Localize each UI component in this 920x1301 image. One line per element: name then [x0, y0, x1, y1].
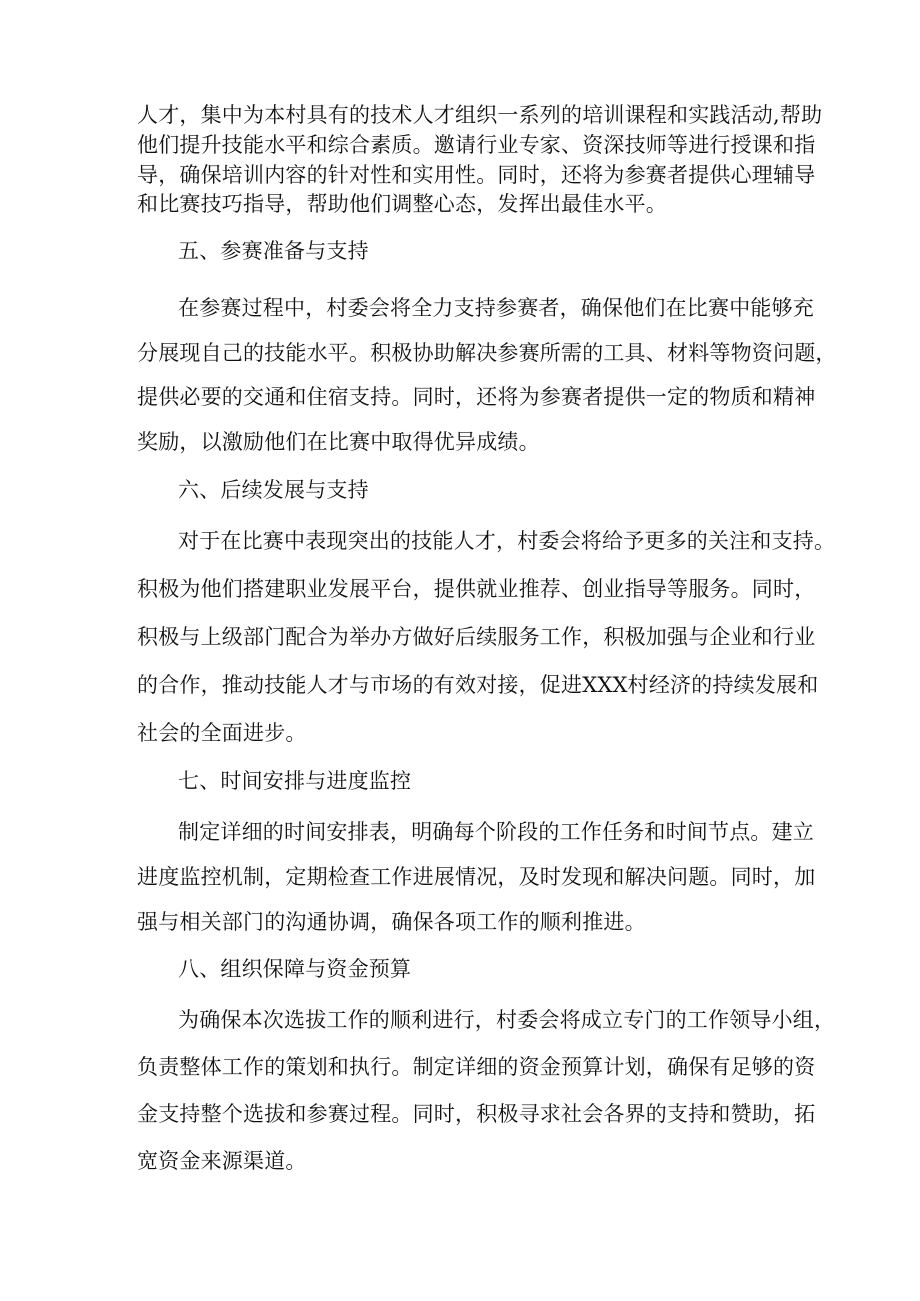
section-6-line-1: 对于在比赛中表现突出的技能人才，村委会将给予更多的关注和支持。 [178, 529, 836, 553]
section-8-heading: 八、组织保障与资金预算 [178, 957, 412, 981]
intro-line-3: 导，确保培训内容的针对性和实用性。同时，还将为参赛者提供心理辅导 [137, 163, 816, 187]
section-6-line-3: 积极与上级部门配合为举办方做好后续服务工作，积极加强与企业和行业 [137, 625, 816, 649]
section-7-heading: 七、时间安排与进度监控 [178, 769, 412, 793]
intro-line-4: 和比赛技巧指导，帮助他们调整心态，发挥出最佳水平。 [137, 192, 667, 216]
section-8-line-3: 金支持整个选拔和参赛过程。同时，积极寻求社会各界的支持和赞助，拓 [137, 1102, 816, 1126]
section-6-line-5: 社会的全面进步。 [137, 721, 307, 745]
section-6-heading: 六、后续发展与支持 [178, 478, 369, 502]
section-6-line-2: 积极为他们搭建职业发展平台，提供就业推荐、创业指导等服务。同时， [137, 577, 816, 601]
section-5-line-3: 提供必要的交通和住宿支持。同时，还将为参赛者提供一定的物质和精神 [137, 385, 816, 409]
section-5-heading: 五、参赛准备与支持 [178, 239, 369, 263]
section-7-line-1: 制定详细的时间安排表，明确每个阶段的工作任务和时间节点。建立 [178, 820, 814, 844]
section-8-line-2: 负责整体工作的策划和执行。制定详细的资金预算计划，确保有足够的资 [137, 1055, 816, 1079]
section-6-line-4: 的合作，推动技能人才与市场的有效对接，促进XXX村经济的持续发展和 [137, 673, 819, 697]
section-8-line-4: 宽资金来源渠道。 [137, 1149, 307, 1173]
section-5-line-4: 奖励，以激励他们在比赛中取得优异成绩。 [137, 430, 540, 454]
section-7-line-2: 进度监控机制，定期检查工作进展情况，及时发现和解决问题。同时，加 [137, 865, 816, 889]
section-5-line-2: 分展现自己的技能水平。积极协助解决参赛所需的工具、材料等物资问题， [137, 341, 837, 365]
section-7-line-3: 强与相关部门的沟通协调，确保各项工作的顺利推进。 [137, 910, 646, 934]
intro-line-1: 人才，集中为本村具有的技术人才组织一系列的培训课程和实践活动,帮助 [137, 103, 823, 127]
section-8-line-1: 为确保本次选拔工作的顺利进行，村委会将成立专门的工作领导小组， [178, 1008, 836, 1032]
section-5-line-1: 在参赛过程中，村委会将全力支持参赛者，确保他们在比赛中能够充 [178, 296, 814, 320]
intro-line-2: 他们提升技能水平和综合素质。邀请行业专家、资深技师等进行授课和指 [137, 133, 816, 157]
